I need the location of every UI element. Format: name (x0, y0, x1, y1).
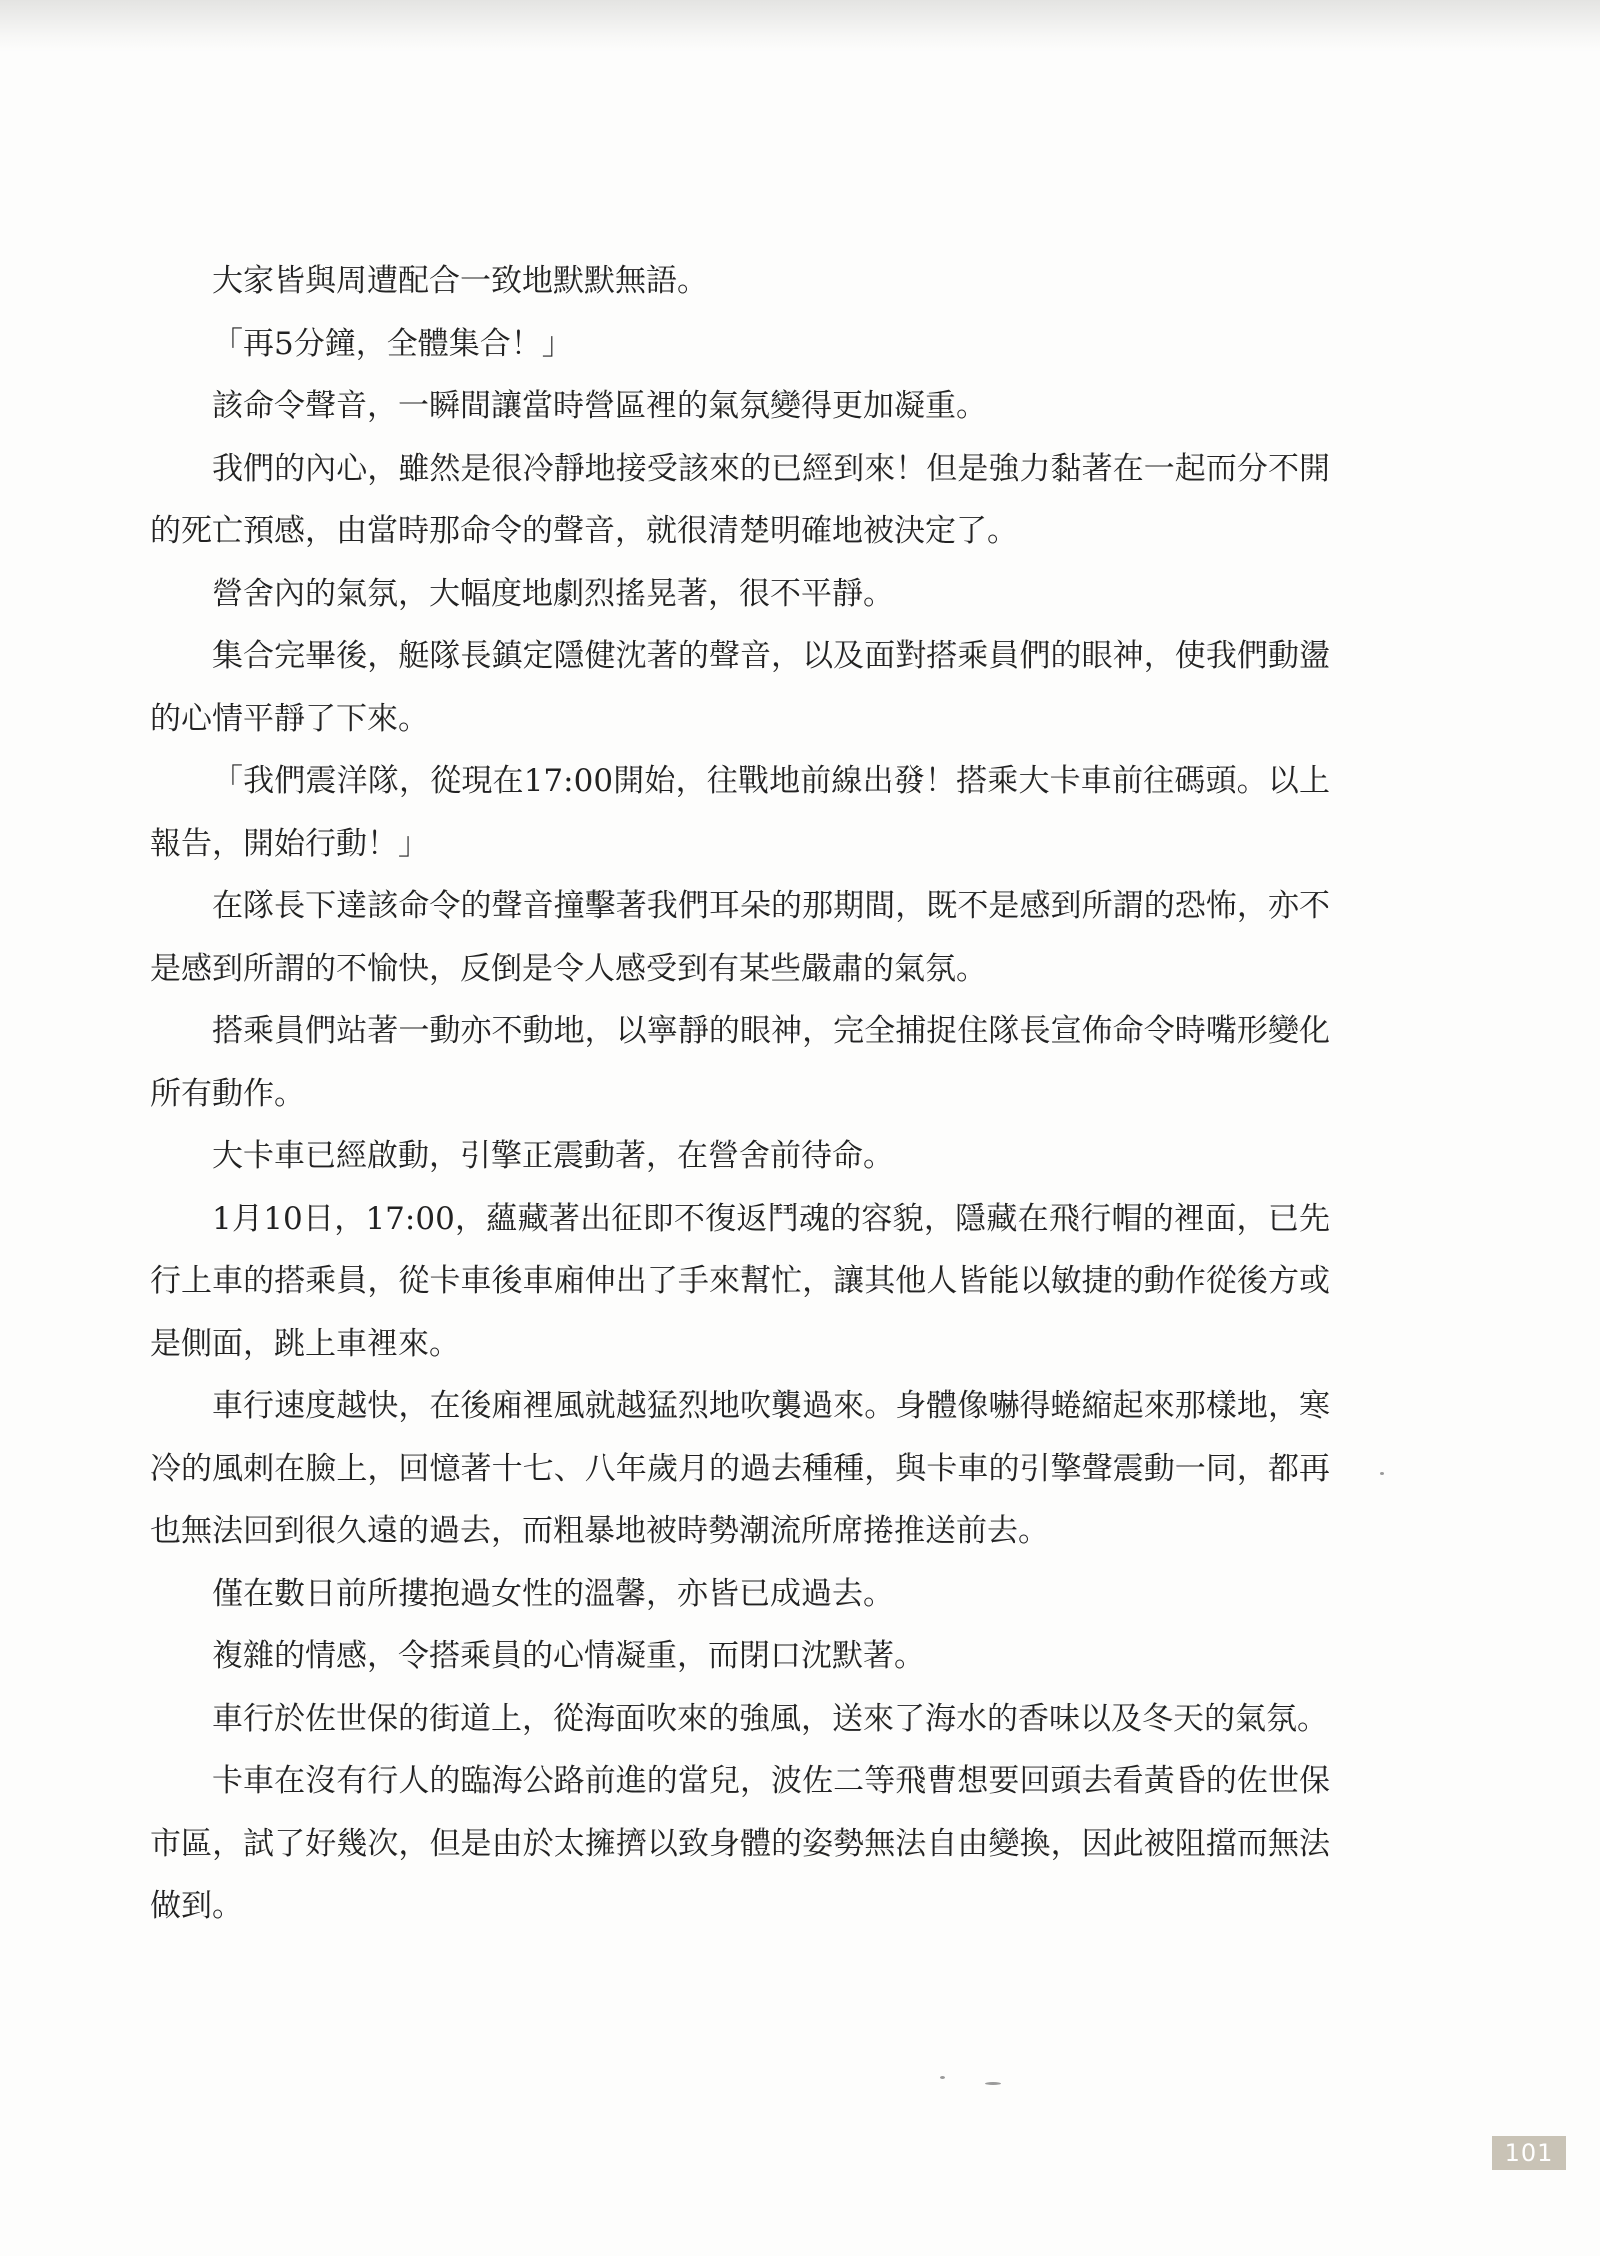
paragraph: 搭乘員們站著一動亦不動地，以寧靜的眼神，完全捕捉住隊長宣佈命令時嘴形變化所有動作。 (150, 1013, 1330, 1112)
page-number: 101 (1492, 2136, 1566, 2170)
scan-speck (985, 2082, 1001, 2085)
scan-top-shadow (0, 0, 1600, 52)
scan-speck (1380, 1472, 1384, 1475)
paragraph: 營舍內的氣氛，大幅度地劇烈搖晃著，很不平靜。 (212, 575, 894, 612)
scan-speck (940, 2076, 945, 2079)
paragraph: 大家皆與周遭配合一致地默默無語。 (212, 263, 708, 299)
paragraph: 我們的內心，雖然是很冷靜地接受該來的已經到來！但是強力黏著在一起而分不開的死亡預感，由當時那命令的聲音，就很清楚明確地被決定了。 (150, 450, 1330, 549)
paragraph: 集合完畢後，艇隊長鎮定隱健沈著的聲音，以及面對搭乘員們的眼神，使我們動盪的心情平靜了下來。 (150, 638, 1330, 737)
paragraph: 「再5分鐘，全體集合！」 (212, 325, 573, 362)
paragraph: 僅在數日前所摟抱過女性的溫馨，亦皆已成過去。 (212, 1575, 894, 1612)
paragraph: 該命令聲音，一瞬間讓當時營區裡的氣氛變得更加凝重。 (212, 388, 987, 424)
paragraph: 「我們震洋隊，從現在17:00開始，往戰地前線出發！搭乘大卡車前往碼頭。以上報告，開始行動！」 (150, 763, 1330, 862)
paragraph: 車行速度越快，在後廂裡風就越猛烈地吹襲過來。身體像嚇得蜷縮起來那樣地，寒冷的風刺在臉上，回憶著十七、八年歲月的過去種種，與卡車的引擎聲震動一同，都再也無法回到很久遠的過去，而粗暴地被時勢潮流所席捲推送前去。 (150, 1388, 1330, 1549)
paragraph: 在隊長下達該命令的聲音撞擊著我們耳朵的那期間，既不是感到所謂的恐怖，亦不是感到所謂的不愉快，反倒是令人感受到有某些嚴肅的氣氛。 (150, 888, 1330, 987)
paragraph: 大卡車已經啟動，引擎正震動著，在營舍前待命。 (212, 1138, 894, 1174)
paragraph: 複雜的情感，令搭乘員的心情凝重，而閉口沈默著。 (212, 1638, 925, 1674)
body-text (150, 250, 1330, 1938)
paragraph: 車行於佐世保的街道上，從海面吹來的強風，送來了海水的香味以及冬天的氣氛。 (212, 1700, 1328, 1737)
paragraph: 卡車在沒有行人的臨海公路前進的當兒，波佐二等飛曹想要回頭去看黃昏的佐世保市區，試了好幾次，但是由於太擁擠以致身體的姿勢無法自由變換，因此被阻擋而無法做到。 (150, 1763, 1330, 1924)
paragraph: 1月10日，17:00，蘊藏著出征即不復返鬥魂的容貌，隱藏在飛行帽的裡面，已先行上車的搭乘員，從卡車後車廂伸出了手來幫忙，讓其他人皆能以敏捷的動作從後方或是側面，跳上車裡來。 (150, 1200, 1330, 1362)
